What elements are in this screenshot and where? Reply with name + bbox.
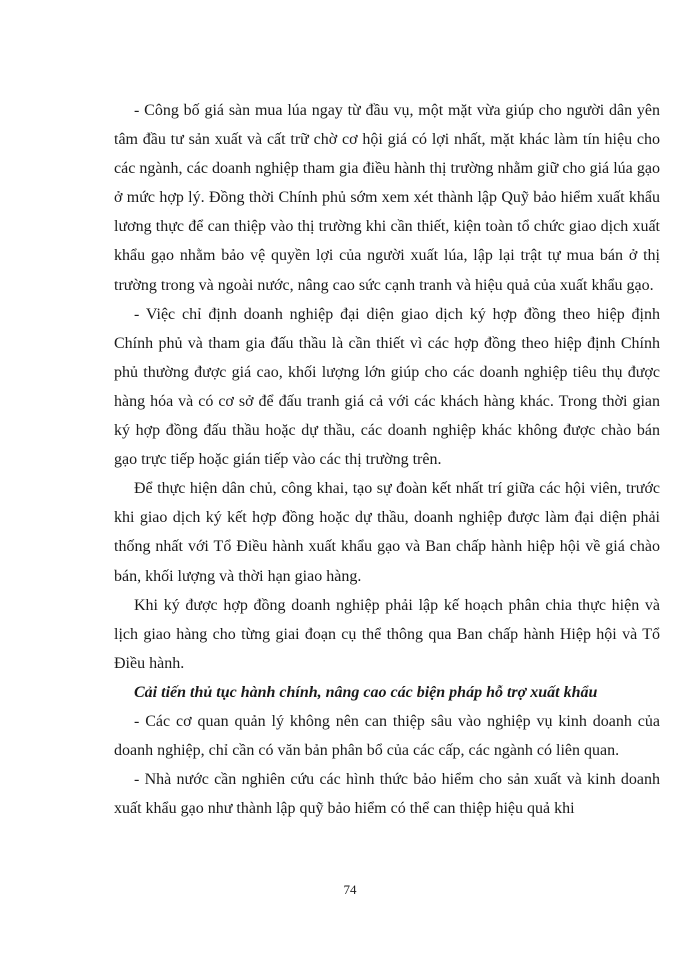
page-number: 74 (343, 882, 357, 897)
paragraph-price-floor: - Công bố giá sàn mua lúa ngay từ đầu vụ, một mặt vừa giúp cho người dân yên tâm đầu tư sản xuất và cất trữ chờ cơ hội giá có lợi nhất, mặt khác làm tín hiệu cho các ngành, các doanh nghiệp tham gia điều hành thị trường nhằm giữ cho giá lúa gạo ở mức hợp lý. Đồng thời Chính phủ sớm xem xét thành lập Quỹ bảo hiểm xuất khẩu lương thực để can thiệp vào thị trường khi cần thiết, kiện toàn tổ chức giao dịch xuất khẩu gạo nhằm bảo vệ quyền lợi của người xuất lúa, lập lại trật tự mua bán ở thị trường trong và ngoài nước, nâng cao sức cạnh tranh và hiệu quả của xuất khẩu gạo. (114, 102, 660, 294)
paragraph-contract-plan: Khi ký được hợp đồng doanh nghiệp phải lập kế hoạch phân chia thực hiện và lịch giao hàng cho từng giai đoạn cụ thể thông qua Ban chấp hành Hiệp hội và Tổ Điều hành. (114, 596, 660, 672)
paragraph-management-agencies: - Các cơ quan quản lý không nên can thiệp sâu vào nghiệp vụ kinh doanh của doanh nghiệp, chỉ cần có văn bản phân bổ của các cấp, các ngành có liên quan. (114, 712, 660, 760)
paragraph-insurance: - Nhà nước cần nghiên cứu các hình thức bảo hiểm cho sản xuất và kinh doanh xuất khẩu gạo như thành lập quỹ bảo hiểm có thể can thiệp hiệu quả khi (114, 771, 660, 818)
section-heading: Cải tiến thủ tục hành chính, nâng cao các biện pháp hỗ trợ xuất khẩu (134, 683, 598, 701)
paragraph-designated-enterprise: - Việc chỉ định doanh nghiệp đại diện giao dịch ký hợp đồng theo hiệp định Chính phủ và tham gia đấu thầu là cần thiết vì các hợp đồng theo hiệp định Chính phủ thường được giá cao, khối lượng lớn giúp cho các doanh nghiệp tiêu thụ được hàng hóa và có cơ sở để đấu tranh giá cả với các khách hàng khác. Trong thời gian ký hợp đồng đấu thầu hoặc dự thầu, các doanh nghiệp khác không được chào bán gạo trực tiếp hoặc gián tiếp vào các thị trường trên. (114, 305, 660, 469)
body-text (114, 96, 660, 823)
paragraph-democracy: Để thực hiện dân chủ, công khai, tạo sự đoàn kết nhất trí giữa các hội viên, trước khi giao dịch ký kết hợp đồng hoặc dự thầu, doanh nghiệp được làm đại diện phải thống nhất với Tổ Điều hành xuất khẩu gạo và Ban chấp hành hiệp hội về giá chào bán, khối lượng và thời hạn giao hàng. (114, 480, 660, 585)
